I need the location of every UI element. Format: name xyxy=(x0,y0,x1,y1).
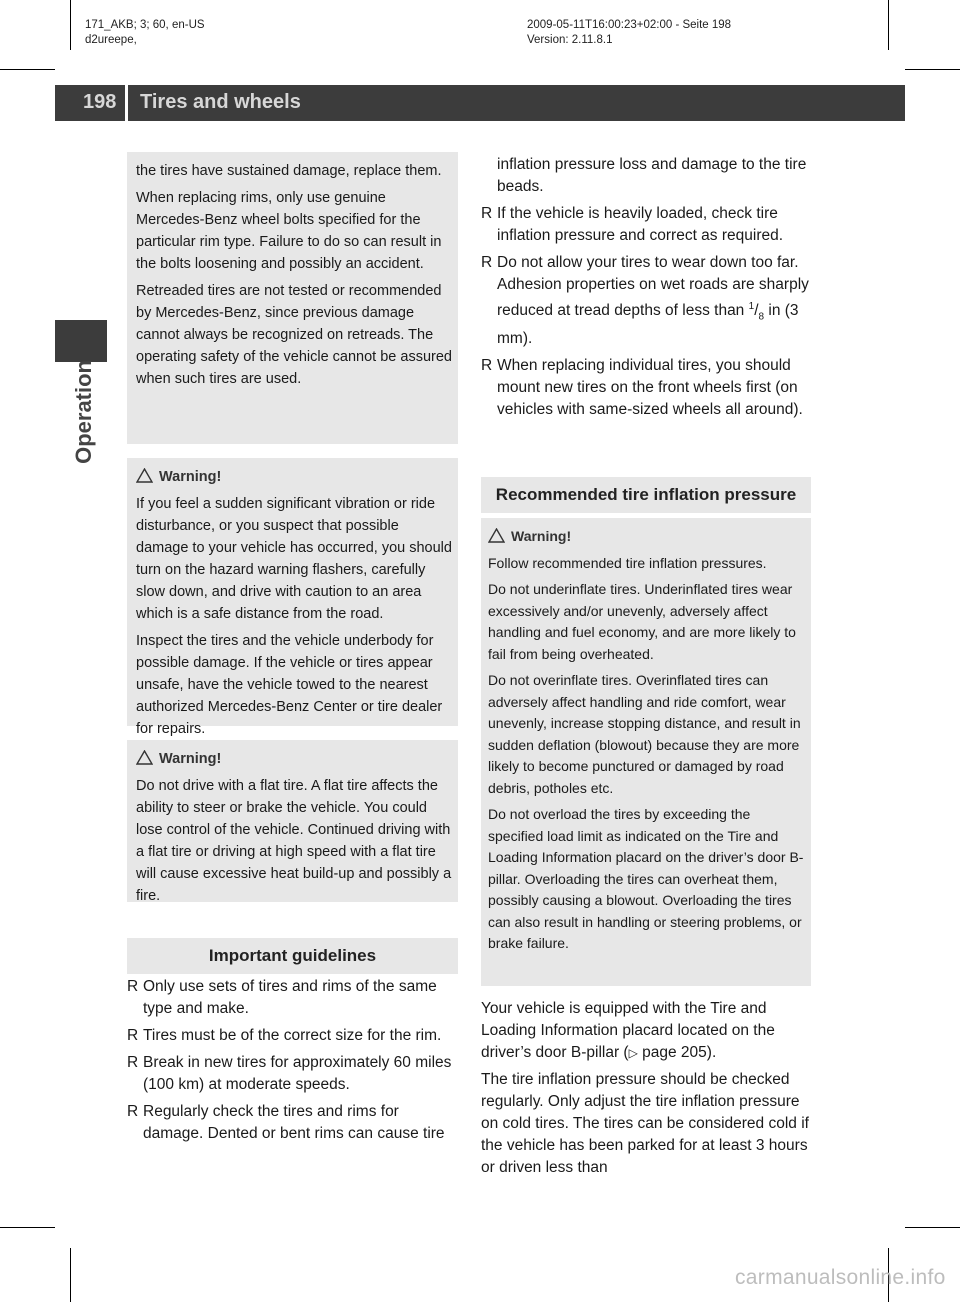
bullet-marker: R xyxy=(481,357,493,375)
page-number: 198 xyxy=(83,91,117,113)
warning-paragraph: Inspect the tires and the vehicle underbody for possible damage. If the vehicle or tires appear unsafe, have the vehicle towed to the nearest authorized Mercedes-Benz Center or tire dealer for repairs. xyxy=(136,633,443,737)
placard-text: Your vehicle is equipped with the Tire and Loading Information placard located on the driver’s door B-pillar ( xyxy=(481,1000,775,1061)
print-header-left xyxy=(85,18,205,48)
warning-heading xyxy=(488,526,807,548)
list-item-text: Only use sets of tires and rims of the same type and make. xyxy=(143,978,437,1017)
body-paragraph xyxy=(481,998,815,1064)
warning-triangle-icon xyxy=(136,750,153,765)
list-item xyxy=(127,1025,462,1047)
bullet-marker: R xyxy=(481,205,493,222)
list-item-text: If the vehicle is heavily loaded, check tire inflation pressure and correct as required. xyxy=(497,205,784,244)
box-paragraph: the tires have sustained damage, replace them. xyxy=(136,163,442,179)
print-header-left-line1: 171_AKB; 3; 60, en-US xyxy=(85,19,205,31)
list-item xyxy=(127,1101,462,1145)
warning-triangle-icon xyxy=(488,528,505,543)
tread-depth-unit: in (3 mm). xyxy=(497,302,799,348)
bullet-marker: R xyxy=(127,1054,139,1071)
warning-box-inflation xyxy=(481,518,811,986)
bullet-marker: R xyxy=(127,978,139,995)
section-heading-inflation: Recommended tire inflation pressure xyxy=(481,477,811,513)
list-item xyxy=(127,1052,462,1096)
side-tab-block xyxy=(55,320,107,362)
page-ref-arrow-icon: ▷ xyxy=(628,1046,638,1060)
print-header-right-line2: Version: 2.11.8.1 xyxy=(527,34,613,46)
side-tab xyxy=(56,360,108,515)
crop-mark xyxy=(70,0,71,50)
crop-mark xyxy=(905,1227,960,1228)
page-ref[interactable]: page 205). xyxy=(637,1044,717,1061)
warning-label: Warning! xyxy=(159,469,222,485)
warning-triangle-icon xyxy=(136,468,153,483)
list-item-text: Regularly check the tires and rims for damage. Dented or bent rims can cause tire xyxy=(143,1103,445,1142)
chapter-title: Tires and wheels xyxy=(140,91,301,113)
warning-label: Warning! xyxy=(159,751,222,767)
print-header-left-line2: d2ureepe, xyxy=(85,34,137,46)
right-column-top xyxy=(481,154,815,426)
body-paragraph: The tire inflation pressure should be checked regularly. Only adjust the tire inflation pressure on cold tires. The tires can be considered cold if the vehicle has been parked for at least 3 hours or driven less than xyxy=(481,1071,809,1176)
warning-box-vibration xyxy=(127,458,458,737)
list-item xyxy=(481,355,815,421)
list-item-text: Break in new tires for approximately 60 miles (100 km) at moderate speeds. xyxy=(143,1054,452,1093)
warning-heading xyxy=(136,748,452,770)
crop-mark xyxy=(0,1227,55,1228)
warning-paragraph: Do not overload the tires by exceeding the specified load limit as indicated on the Tire and Loading Information placard on the driver’s door B-pillar. Overloading the tires can overheat them, possibly causing a blowout. Overloading the tires can also result in handling or steering problems, or brake failure. xyxy=(488,806,804,951)
bullet-marker: R xyxy=(127,1103,139,1120)
crop-mark xyxy=(70,1248,71,1302)
list-item-text: When replacing individual tires, you should mount new tires on the front wheels first (on vehicles with same-sized wheels all around). xyxy=(497,357,803,419)
warning-heading xyxy=(136,466,452,488)
crop-mark xyxy=(888,0,889,50)
fraction-slash: / xyxy=(754,302,759,320)
list-item xyxy=(127,976,462,1020)
box-paragraph: When replacing rims, only use genuine Mercedes-Benz wheel bolts specified for the particular rim type. Failure to do so can result in the bolts loosening and possibly an accident. xyxy=(136,190,442,272)
watermark: carmanualsonline.info xyxy=(735,1266,946,1289)
warning-paragraph: Do not underinflate tires. Underinflated tires wear excessively and/or unevenly, adversely affect handling and fuel economy, and are more likely to fail from being overheated. xyxy=(488,581,796,662)
list-item-text: Tires must be of the correct size for the rim. xyxy=(143,1027,442,1044)
guidelines-list xyxy=(127,976,462,1150)
section-heading-guidelines: Important guidelines xyxy=(127,938,458,974)
side-tab-label: Operation xyxy=(71,360,96,464)
fraction-numerator: 1 xyxy=(748,301,755,312)
continued-text: inflation pressure loss and damage to the tire beads. xyxy=(497,156,807,195)
warning-box-flat-tire xyxy=(127,740,458,902)
info-box-continued xyxy=(127,152,458,444)
warning-label: Warning! xyxy=(511,528,572,544)
warning-paragraph: Do not drive with a flat tire. A flat tire affects the ability to steer or brake the vehicle. You could lose control of the vehicle. Continued driving with a flat tire or driving at high speed with a flat tire will cause excessive heat build-up and possibly a fire. xyxy=(136,778,452,904)
bullet-marker: R xyxy=(127,1027,139,1044)
banner-divider xyxy=(125,85,128,121)
box-paragraph: Retreaded tires are not tested or recommended by Mercedes-Benz, since previous damage cannot always be recognized on retreads. The operating safety of the vehicle cannot be assured when such tires are used. xyxy=(136,283,452,387)
page-banner xyxy=(55,85,905,121)
crop-mark xyxy=(905,69,960,70)
warning-paragraph: Do not overinflate tires. Overinflated tires can adversely affect handling and ride comfort, wear unevenly, increase stopping distance, and result in sudden deflation (blowout) because they are more likely to become punctured or damaged by road debris, potholes etc. xyxy=(488,672,801,796)
warning-paragraph: Follow recommended tire inflation pressures. xyxy=(488,554,767,571)
crop-mark xyxy=(0,69,55,70)
list-item xyxy=(481,252,815,350)
print-header-right-line1: 2009-05-11T16:00:23+02:00 - Seite 198 xyxy=(527,19,732,31)
warning-paragraph: If you feel a sudden significant vibration or ride disturbance, or you suspect that possible damage to your vehicle has occurred, you should turn on the hazard warning flashers, carefully slow down, and drive with caution to an area which is a safe distance from the road. xyxy=(136,496,452,622)
list-item-text: Do not allow your tires to wear down too far. Adhesion properties on wet roads are sharply reduced at tread depths of less than xyxy=(497,254,809,320)
list-item xyxy=(481,203,815,247)
print-header-right xyxy=(527,18,731,48)
bullet-marker: R xyxy=(481,254,493,271)
fraction-denominator: 8 xyxy=(758,311,765,323)
right-column-bottom xyxy=(481,998,815,1184)
